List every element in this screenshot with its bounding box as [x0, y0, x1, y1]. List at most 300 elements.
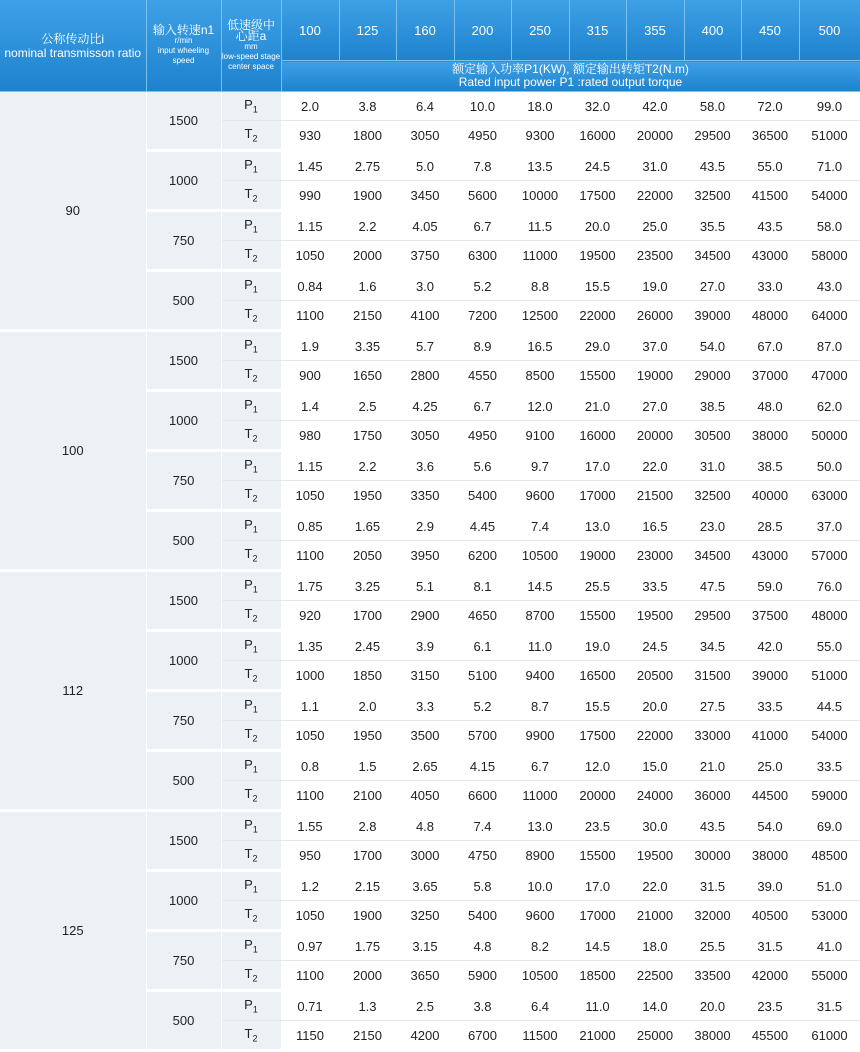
power-label: [221, 991, 281, 1021]
power-value: 1.5: [339, 751, 396, 781]
row-label-subscript: 2: [252, 853, 258, 864]
torque-value: 57000: [799, 541, 860, 571]
power-value: 23.0: [684, 511, 741, 541]
row-label-subscript: 2: [252, 913, 258, 924]
power-value: 38.5: [684, 391, 741, 421]
power-value: 2.0: [281, 92, 339, 121]
torque-value: 22000: [569, 301, 626, 331]
power-label: [221, 511, 281, 541]
power-value: 3.65: [396, 871, 454, 901]
row-label-subscript: 1: [252, 464, 258, 475]
table-row: [0, 571, 860, 601]
ratio-cell: 125: [0, 811, 146, 1051]
power-value: 13.0: [511, 811, 569, 841]
power-value: 10.0: [511, 871, 569, 901]
power-value: 44.5: [799, 691, 860, 721]
torque-value: 34500: [684, 241, 741, 271]
center-header-cn: 低速级中心距a: [226, 17, 275, 43]
power-value: 51.0: [799, 871, 860, 901]
power-label: [221, 92, 281, 121]
row-label-subscript: 1: [252, 584, 258, 595]
power-value: 35.5: [684, 211, 741, 241]
torque-value: 950: [281, 841, 339, 871]
power-value: 38.5: [741, 451, 799, 481]
power-value: 4.8: [454, 931, 511, 961]
power-label: [221, 391, 281, 421]
ratio-header-en: nominal transmisson ratio: [4, 45, 142, 60]
torque-value: 980: [281, 421, 339, 451]
power-value: 6.4: [396, 92, 454, 121]
row-label-letter: P: [244, 517, 253, 533]
power-value: 5.6: [454, 451, 511, 481]
torque-value: 5400: [454, 901, 511, 931]
power-value: 72.0: [741, 92, 799, 121]
torque-value: 29000: [684, 361, 741, 391]
row-label-subscript: 2: [252, 613, 258, 624]
size-header: 400: [684, 0, 741, 61]
torque-value: 38000: [741, 841, 799, 871]
torque-value: 16000: [569, 121, 626, 151]
center-header-unit: mm: [244, 41, 258, 51]
torque-value: 36000: [684, 781, 741, 811]
power-label: [221, 151, 281, 181]
power-value: 16.5: [511, 331, 569, 361]
speed-cell: 1500: [146, 331, 221, 391]
torque-value: 7200: [454, 301, 511, 331]
power-value: 3.0: [396, 271, 454, 301]
torque-value: 16000: [569, 421, 626, 451]
row-label-letter: P: [244, 217, 253, 233]
torque-label: [221, 961, 281, 991]
power-value: 0.85: [281, 511, 339, 541]
row-label-letter: T: [244, 1026, 253, 1042]
torque-value: 1750: [339, 421, 396, 451]
power-value: 3.25: [339, 571, 396, 601]
power-value: 31.0: [626, 151, 684, 181]
power-value: 1.15: [281, 211, 339, 241]
torque-value: 32500: [684, 181, 741, 211]
power-value: 1.3: [339, 991, 396, 1021]
torque-value: 2100: [339, 781, 396, 811]
size-header: 500: [799, 0, 860, 61]
power-value: 6.7: [454, 391, 511, 421]
power-value: 3.8: [339, 92, 396, 121]
torque-value: 8500: [511, 361, 569, 391]
power-value: 31.5: [741, 931, 799, 961]
torque-value: 42000: [741, 961, 799, 991]
power-value: 1.75: [339, 931, 396, 961]
power-value: 21.0: [684, 751, 741, 781]
power-value: 15.0: [626, 751, 684, 781]
row-label-letter: P: [244, 937, 253, 953]
torque-value: 48500: [799, 841, 860, 871]
rated-note-en: Rated input power P1 :rated output torque: [458, 75, 683, 89]
size-header: 450: [741, 0, 799, 61]
speed-cell: 750: [146, 691, 221, 751]
torque-value: 43000: [741, 241, 799, 271]
torque-value: 1800: [339, 121, 396, 151]
torque-value: 3350: [396, 481, 454, 511]
row-label-letter: T: [244, 726, 253, 742]
torque-value: 1950: [339, 721, 396, 751]
torque-value: 3000: [396, 841, 454, 871]
torque-value: 1900: [339, 181, 396, 211]
torque-value: 12500: [511, 301, 569, 331]
power-value: 2.5: [396, 991, 454, 1021]
power-value: 22.0: [626, 451, 684, 481]
power-value: 24.5: [569, 151, 626, 181]
torque-value: 3650: [396, 961, 454, 991]
torque-value: 16500: [569, 661, 626, 691]
torque-value: 2000: [339, 961, 396, 991]
power-value: 3.8: [454, 991, 511, 1021]
power-value: 9.7: [511, 451, 569, 481]
torque-value: 9600: [511, 481, 569, 511]
torque-value: 43000: [741, 541, 799, 571]
power-value: 5.1: [396, 571, 454, 601]
power-value: 0.71: [281, 991, 339, 1021]
power-value: 55.0: [799, 631, 860, 661]
torque-label: [221, 661, 281, 691]
power-label: [221, 751, 281, 781]
power-value: 67.0: [741, 331, 799, 361]
ratio-cell: 112: [0, 571, 146, 811]
torque-label: [221, 361, 281, 391]
torque-value: 1150: [281, 1021, 339, 1051]
power-value: 31.5: [799, 991, 860, 1021]
torque-value: 38000: [684, 1021, 741, 1051]
row-label-subscript: 1: [252, 764, 258, 775]
power-value: 14.5: [569, 931, 626, 961]
ratio-cell: 90: [0, 92, 146, 331]
power-value: 1.75: [281, 571, 339, 601]
torque-value: 2150: [339, 301, 396, 331]
power-value: 87.0: [799, 331, 860, 361]
torque-value: 5400: [454, 481, 511, 511]
torque-value: 9100: [511, 421, 569, 451]
torque-value: 1650: [339, 361, 396, 391]
power-value: 28.5: [741, 511, 799, 541]
torque-value: 37000: [741, 361, 799, 391]
row-label-subscript: 1: [252, 944, 258, 955]
torque-value: 38000: [741, 421, 799, 451]
row-label-letter: T: [244, 426, 253, 442]
power-value: 11.5: [511, 211, 569, 241]
power-value: 24.5: [626, 631, 684, 661]
power-label: [221, 451, 281, 481]
row-label-subscript: 2: [252, 1033, 258, 1044]
power-value: 0.97: [281, 931, 339, 961]
center-distance-header: [221, 0, 281, 92]
power-value: 47.5: [684, 571, 741, 601]
power-value: 33.5: [626, 571, 684, 601]
power-value: 11.0: [511, 631, 569, 661]
torque-value: 3150: [396, 661, 454, 691]
torque-value: 4200: [396, 1021, 454, 1051]
power-value: 10.0: [454, 92, 511, 121]
power-value: 69.0: [799, 811, 860, 841]
torque-value: 48000: [741, 301, 799, 331]
power-value: 76.0: [799, 571, 860, 601]
row-label-letter: T: [244, 126, 253, 142]
power-value: 43.5: [684, 151, 741, 181]
power-value: 42.0: [626, 92, 684, 121]
power-label: [221, 271, 281, 301]
torque-label: [221, 181, 281, 211]
torque-value: 23500: [626, 241, 684, 271]
torque-value: 30500: [684, 421, 741, 451]
power-value: 59.0: [741, 571, 799, 601]
power-value: 20.0: [569, 211, 626, 241]
power-value: 19.0: [626, 271, 684, 301]
torque-value: 6300: [454, 241, 511, 271]
power-value: 4.05: [396, 211, 454, 241]
speed-cell: 750: [146, 931, 221, 991]
row-label-letter: T: [244, 246, 253, 262]
torque-value: 5900: [454, 961, 511, 991]
power-value: 2.5: [339, 391, 396, 421]
torque-label: [221, 1021, 281, 1051]
torque-value: 5600: [454, 181, 511, 211]
torque-value: 2800: [396, 361, 454, 391]
power-value: 1.15: [281, 451, 339, 481]
power-value: 37.0: [799, 511, 860, 541]
row-label-subscript: 2: [252, 553, 258, 564]
torque-value: 18500: [569, 961, 626, 991]
power-value: 99.0: [799, 92, 860, 121]
row-label-subscript: 2: [252, 733, 258, 744]
row-label-subscript: 1: [252, 704, 258, 715]
torque-value: 55000: [799, 961, 860, 991]
power-value: 21.0: [569, 391, 626, 421]
power-value: 1.6: [339, 271, 396, 301]
speed-cell: 1500: [146, 811, 221, 871]
torque-value: 8700: [511, 601, 569, 631]
torque-value: 11000: [511, 781, 569, 811]
torque-value: 19500: [569, 241, 626, 271]
row-label-letter: T: [244, 966, 253, 982]
row-label-subscript: 1: [252, 404, 258, 415]
ratio-header-cn: 公称传动比i: [41, 31, 105, 46]
power-value: 14.0: [626, 991, 684, 1021]
power-value: 42.0: [741, 631, 799, 661]
torque-value: 4550: [454, 361, 511, 391]
power-value: 25.0: [741, 751, 799, 781]
torque-value: 4100: [396, 301, 454, 331]
power-value: 23.5: [569, 811, 626, 841]
power-value: 5.7: [396, 331, 454, 361]
power-value: 2.8: [339, 811, 396, 841]
power-value: 20.0: [626, 691, 684, 721]
torque-value: 4950: [454, 421, 511, 451]
power-value: 55.0: [741, 151, 799, 181]
center-header-en: low-speed stage center space: [221, 51, 281, 71]
row-label-letter: T: [244, 186, 253, 202]
speed-cell: 1000: [146, 391, 221, 451]
speed-cell: 750: [146, 211, 221, 271]
row-label-subscript: 2: [252, 973, 258, 984]
power-value: 4.45: [454, 511, 511, 541]
row-label-letter: T: [244, 606, 253, 622]
torque-value: 10500: [511, 541, 569, 571]
power-value: 0.8: [281, 751, 339, 781]
power-value: 5.2: [454, 691, 511, 721]
power-value: 5.0: [396, 151, 454, 181]
power-value: 33.5: [741, 691, 799, 721]
power-label: [221, 691, 281, 721]
row-label-subscript: 1: [252, 224, 258, 235]
torque-label: [221, 841, 281, 871]
power-value: 18.0: [626, 931, 684, 961]
row-label-letter: T: [244, 366, 253, 382]
torque-value: 5100: [454, 661, 511, 691]
torque-value: 21000: [569, 1021, 626, 1051]
torque-value: 26000: [626, 301, 684, 331]
row-label-subscript: 1: [252, 344, 258, 355]
power-value: 58.0: [684, 92, 741, 121]
torque-label: [221, 301, 281, 331]
torque-label: [221, 421, 281, 451]
torque-value: 1700: [339, 841, 396, 871]
size-header: 355: [626, 0, 684, 61]
size-header: 125: [339, 0, 396, 61]
torque-value: 41500: [741, 181, 799, 211]
torque-value: 3050: [396, 421, 454, 451]
row-label-letter: P: [244, 457, 253, 473]
power-value: 58.0: [799, 211, 860, 241]
torque-label: [221, 901, 281, 931]
torque-value: 1100: [281, 781, 339, 811]
power-value: 13.5: [511, 151, 569, 181]
torque-value: 11000: [511, 241, 569, 271]
row-label-subscript: 1: [252, 1004, 258, 1015]
power-value: 15.5: [569, 691, 626, 721]
size-header: 160: [396, 0, 454, 61]
power-value: 4.25: [396, 391, 454, 421]
torque-value: 39000: [684, 301, 741, 331]
power-value: 31.0: [684, 451, 741, 481]
torque-value: 30000: [684, 841, 741, 871]
speed-header-cn: 输入转速n1: [152, 23, 215, 37]
torque-value: 1050: [281, 481, 339, 511]
power-value: 1.1: [281, 691, 339, 721]
speed-header-en: input wheeling speed: [157, 46, 210, 65]
torque-label: [221, 721, 281, 751]
power-value: 14.5: [511, 571, 569, 601]
torque-value: 1850: [339, 661, 396, 691]
torque-value: 20000: [569, 781, 626, 811]
power-value: 7.4: [511, 511, 569, 541]
torque-label: [221, 241, 281, 271]
speed-cell: 500: [146, 511, 221, 571]
torque-value: 64000: [799, 301, 860, 331]
power-value: 2.45: [339, 631, 396, 661]
torque-value: 25000: [626, 1021, 684, 1051]
power-value: 20.0: [684, 991, 741, 1021]
row-label-letter: P: [244, 757, 253, 773]
torque-value: 11500: [511, 1021, 569, 1051]
torque-value: 17000: [569, 481, 626, 511]
power-value: 2.65: [396, 751, 454, 781]
row-label-letter: P: [244, 277, 253, 293]
torque-value: 1050: [281, 901, 339, 931]
power-value: 3.3: [396, 691, 454, 721]
power-value: 41.0: [799, 931, 860, 961]
row-label-subscript: 2: [252, 253, 258, 264]
torque-value: 1950: [339, 481, 396, 511]
power-value: 71.0: [799, 151, 860, 181]
row-label-letter: P: [244, 577, 253, 593]
torque-value: 54000: [799, 181, 860, 211]
power-value: 29.0: [569, 331, 626, 361]
torque-value: 1100: [281, 961, 339, 991]
rated-note: [281, 61, 860, 92]
row-label-letter: P: [244, 337, 253, 353]
torque-value: 19500: [626, 841, 684, 871]
torque-value: 31500: [684, 661, 741, 691]
speed-cell: 750: [146, 451, 221, 511]
torque-value: 15500: [569, 841, 626, 871]
torque-value: 61000: [799, 1021, 860, 1051]
power-label: [221, 871, 281, 901]
torque-value: 3250: [396, 901, 454, 931]
torque-value: 34500: [684, 541, 741, 571]
power-value: 1.9: [281, 331, 339, 361]
row-label-subscript: 2: [252, 313, 258, 324]
torque-value: 19000: [626, 361, 684, 391]
power-value: 22.0: [626, 871, 684, 901]
torque-value: 4950: [454, 121, 511, 151]
torque-value: 40500: [741, 901, 799, 931]
power-value: 1.45: [281, 151, 339, 181]
row-label-subscript: 2: [252, 673, 258, 684]
row-label-letter: T: [244, 306, 253, 322]
row-label-subscript: 2: [252, 373, 258, 384]
row-label-letter: P: [244, 817, 253, 833]
power-value: 6.7: [454, 211, 511, 241]
row-label-letter: T: [244, 846, 253, 862]
torque-label: [221, 481, 281, 511]
torque-value: 930: [281, 121, 339, 151]
row-label-letter: P: [244, 397, 253, 413]
power-value: 6.7: [511, 751, 569, 781]
row-label-subscript: 1: [252, 524, 258, 535]
torque-value: 51000: [799, 121, 860, 151]
torque-value: 22500: [626, 961, 684, 991]
torque-value: 58000: [799, 241, 860, 271]
power-value: 3.35: [339, 331, 396, 361]
torque-value: 8900: [511, 841, 569, 871]
row-label-subscript: 1: [252, 884, 258, 895]
power-value: 54.0: [684, 331, 741, 361]
torque-value: 36500: [741, 121, 799, 151]
torque-value: 1050: [281, 241, 339, 271]
torque-value: 990: [281, 181, 339, 211]
torque-value: 17000: [569, 901, 626, 931]
torque-value: 10000: [511, 181, 569, 211]
speed-cell: 1000: [146, 631, 221, 691]
power-value: 27.0: [626, 391, 684, 421]
torque-value: 3050: [396, 121, 454, 151]
power-value: 3.15: [396, 931, 454, 961]
torque-value: 900: [281, 361, 339, 391]
torque-value: 17500: [569, 721, 626, 751]
torque-value: 9400: [511, 661, 569, 691]
power-value: 7.4: [454, 811, 511, 841]
speed-header: [146, 0, 221, 92]
power-value: 27.0: [684, 271, 741, 301]
power-label: [221, 331, 281, 361]
